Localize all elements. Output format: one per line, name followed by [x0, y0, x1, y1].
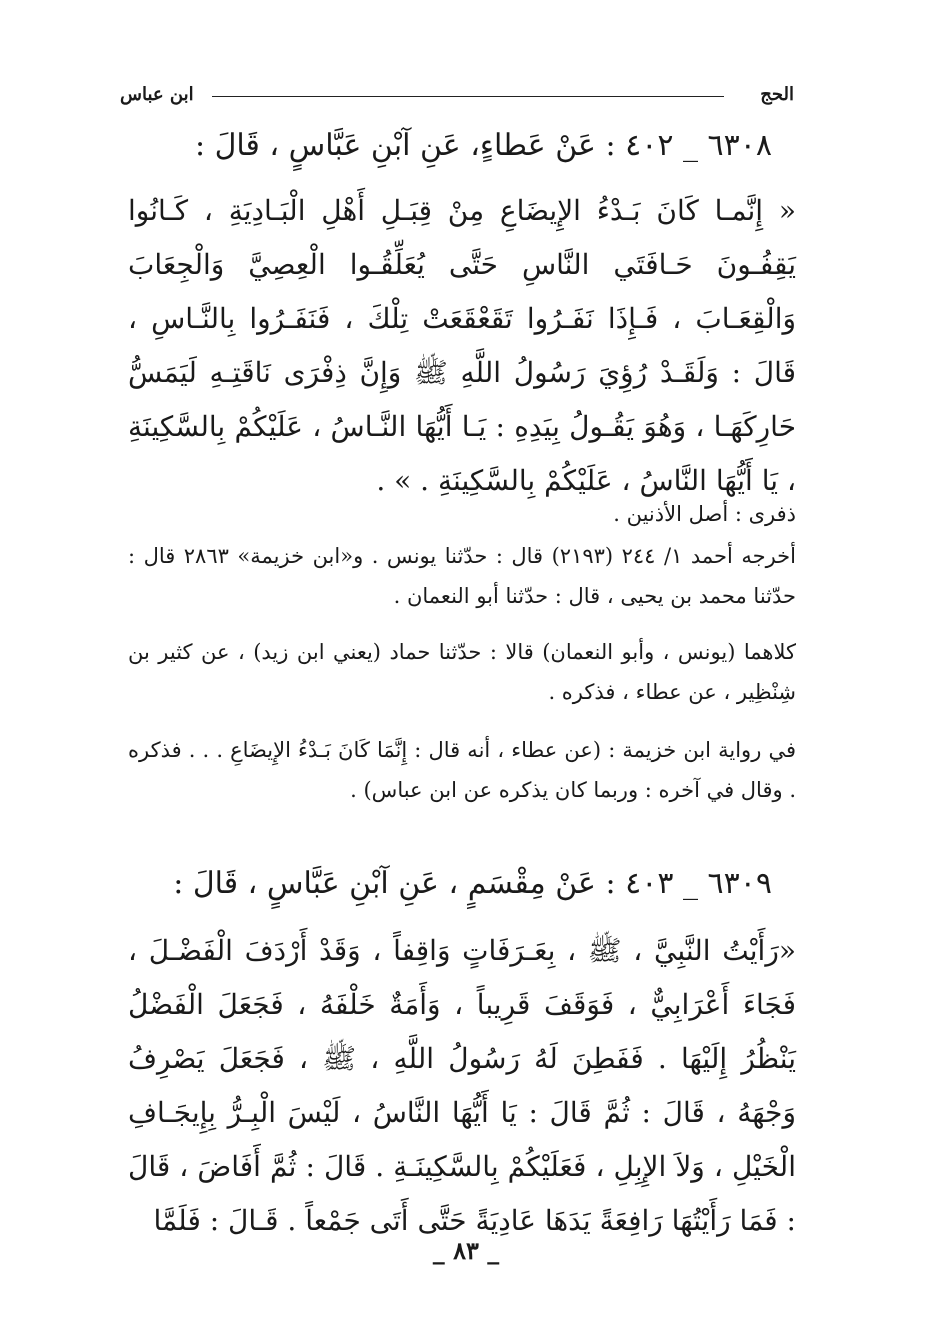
hadith-2-title: ٦٣٠٩ _ ٤٠٣ : عَنْ مِقْسَمٍ ، عَنِ آبْنِ عَبَّاسٍ ، قَالَ : [173, 866, 772, 901]
note-chain: كلاهما (يونس ، وأبو النعمان) قالا : حدّثنا حماد (يعني ابن زيد) ، عن كثير بن شِنْظِير ، عن عطاء ، فذكره . [128, 640, 796, 704]
hadith-1-text: « إِنَّمـا كَانَ بَـدْءُ الإِيضَاعِ مِنْ قِبَـلِ أَهْلِ الْبَـادِيَةِ ، كَـانُوا يَقِفُـونَ حَـافَتَي النَّاسِ حَتَّى يُعَلِّقُـوا الْعِصِيَّ وَالْجِعَابَ وَالْقِعَـابَ ، فَـإِذَا نَفَـرُوا تَقَعْقَعَتْ تِلْكَ ، فَنَفَـرُوا بِالنَّـاسِ ، قَالَ : وَلَقَـدْ رُؤِيَ رَسُولُ اللَّهِ ﷺ وَإِنَّ ذِفْرَى نَاقَتِـهِ لَيَمَسُّ حَارِكَهَـا ، وَهُوَ يَقُـولُ بِيَدِهِ : يَـا أَيُّهَا النَّـاسُ ، عَلَيْكُمْ بِالسَّكِينَةِ ، يَا أَيُّهَا النَّاسُ ، عَلَيْكُمْ بِالسَّكِينَةِ . » . [128, 194, 796, 497]
header-narrator: ابن عباس [120, 84, 194, 105]
header-chapter: الحج [760, 84, 794, 105]
header-rule [212, 96, 724, 97]
hadith-2-text: «رَأَيْتُ النَّبِيَّ ، ﷺ ، بِعَـرَفَاتٍ وَاقِفاً ، وَقَدْ أَرْدَفَ الْفَضْـلَ ، فَجَاءَ أَعْرَابِيٌّ ، فَوَقَفَ قَرِيباً ، وَأَمَةٌ خَلْفَهُ ، فَجَعَلَ الْفَضْلُ يَنْظُرُ إِلَيْهَا . فَفَطِنَ لَهُ رَسُولُ اللَّهِ ، ﷺ ، فَجَعَلَ يَصْرِفُ وَجْهَهُ ، قَالَ : ثُمَّ قَالَ : يَا أَيُّهَا النَّاسُ ، لَيْسَ الْبِـرُّ بِإِيجَـافِ الْخَيْلِ ، وَلاَ الإِبِلِ ، فَعَلَيْكُمْ بِالسَّكِينَـةِ . قَالَ : ثُمَّ أَفَاضَ ، قَالَ : فَمَا رَأَيْتُهَا رَافِعَةً يَدَهَا عَادِيَةً حَتَّى أَتَى جَمْعاً . قَـالَ : فَلَمَّا [128, 934, 796, 1237]
note-takhrij: أخرجه أحمد ١/ ٢٤٤ (٢١٩٣) قال : حدّثنا يونس . و«ابن خزيمة» ٢٨٦٣ قال : حدّثنا محمد بن يحيى ، قال : حدّثنا أبو النعمان . [128, 544, 796, 608]
running-header [120, 80, 794, 110]
hadith-1-title: ٦٣٠٨ _ ٤٠٢ : عَنْ عَطاءٍ، عَنِ آبْنِ عَبَّاسٍ ، قَالَ : [194, 128, 772, 163]
note-variant: في رواية ابن خزيمة : (عن عطاء ، أنه قال : إِنَّمَا كَانَ بَـدْءُ الإِيضَاعِ . . . فذكره . وقال في آخره : وربما كان يذكره عن ابن عباس) . [128, 738, 796, 802]
note-gloss: ذفرى : أصل الأذنين . [613, 502, 796, 526]
page-number: _ ٨٣ _ [432, 1236, 500, 1265]
